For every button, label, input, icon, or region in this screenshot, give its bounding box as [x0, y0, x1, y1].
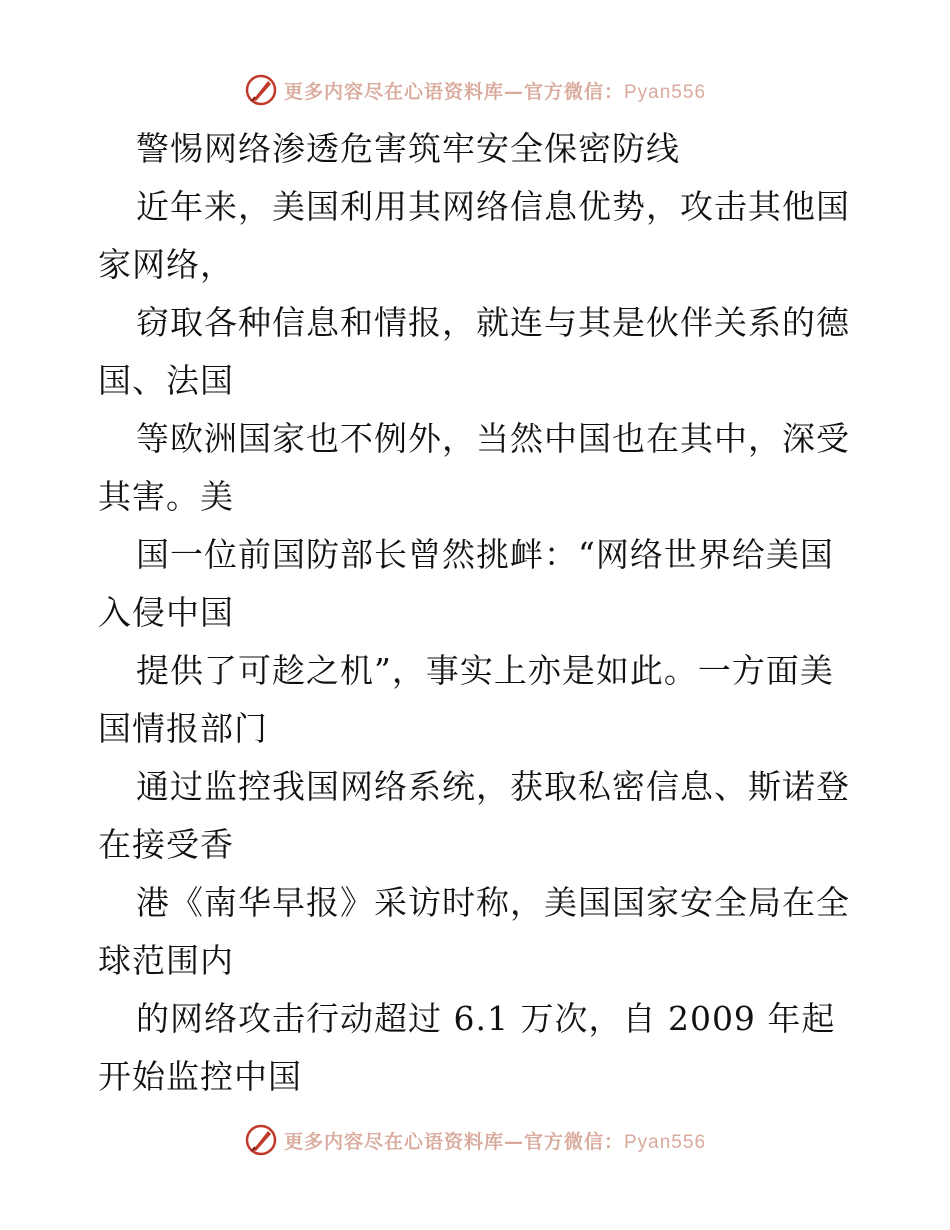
text-line: 球范围内	[98, 941, 234, 980]
banner-text: 更多内容尽在心语资料库—官方微信：Pyan556	[283, 1130, 707, 1153]
quill-pen-circle-icon	[244, 73, 278, 107]
text-line: 通过监控我国网络系统，获取私密信息、斯诺登	[136, 767, 850, 806]
document-body	[98, 120, 850, 1106]
text-line: 家网络，	[98, 245, 234, 284]
text-line: 港《南华早报》采访时称，美国国家安全局在全	[136, 883, 850, 922]
banner-text: 更多内容尽在心语资料库—官方微信：Pyan556	[283, 80, 707, 103]
text-line: 开始监控中国	[98, 1057, 302, 1096]
text-line: 窃取各种信息和情报，就连与其是伙伴关系的德	[136, 303, 850, 342]
header-watermark-banner	[0, 70, 950, 110]
quill-pen-circle-icon	[244, 1123, 278, 1157]
text-line: 在接受香	[98, 825, 234, 864]
footer-watermark-banner	[0, 1120, 950, 1160]
text-line: 国情报部门	[98, 709, 268, 748]
wechat-id: Pyan556	[624, 81, 707, 103]
text-line: 入侵中国	[98, 593, 234, 632]
text-line: 等欧洲国家也不例外，当然中国也在其中，深受	[136, 419, 850, 458]
wechat-id: Pyan556	[624, 1131, 707, 1153]
text-line: 其害。美	[98, 477, 234, 516]
text-line: 国、法国	[98, 361, 234, 400]
document-title: 警惕网络渗透危害筑牢安全保密防线	[136, 129, 680, 168]
text-line: 提供了可趁之机”，事实上亦是如此。一方面美	[136, 651, 834, 690]
text-line: 近年来，美国利用其网络信息优势，攻击其他国	[136, 187, 850, 226]
text-line: 的网络攻击行动超过 6.1 万次，自 2009 年起	[136, 999, 836, 1038]
text-line: 国一位前国防部长曾然挑衅：“网络世界给美国	[136, 535, 834, 574]
